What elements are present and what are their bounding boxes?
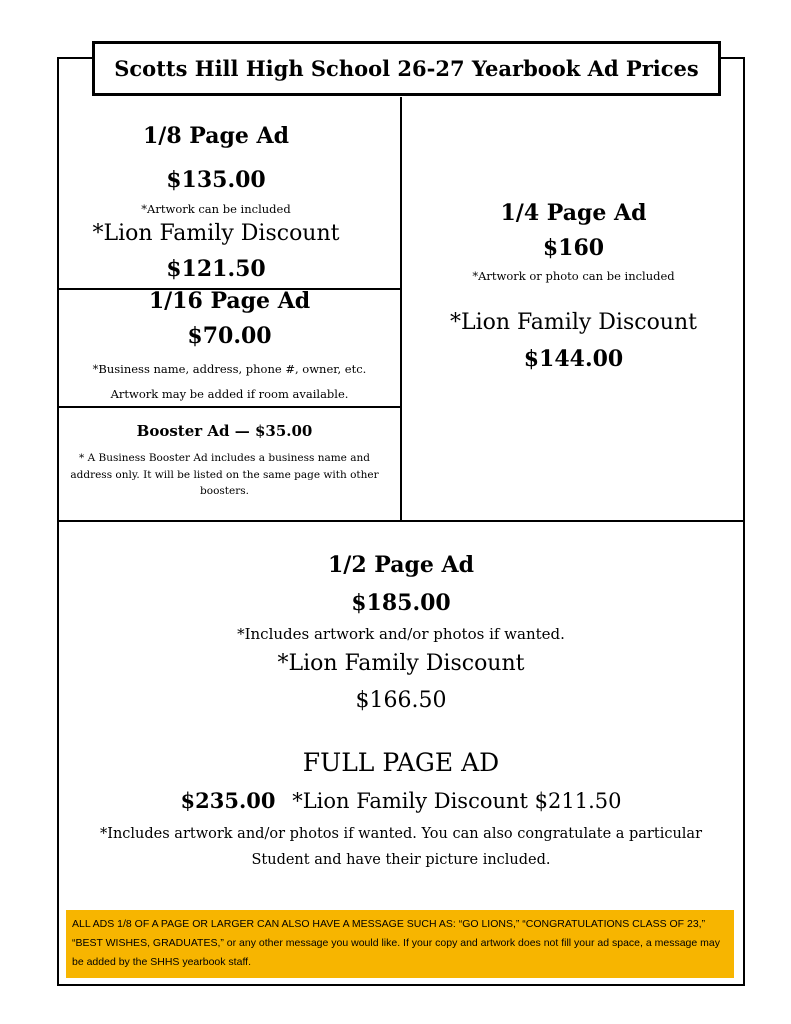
eighth-discount-price: $121.50	[166, 256, 266, 282]
full-price: $235.00	[180, 788, 276, 813]
eighth-page-ad	[57, 115, 375, 287]
row-divider-bottom	[57, 520, 745, 522]
quarter-discount-price: $144.00	[523, 346, 624, 372]
full-page-ad	[57, 748, 745, 878]
page-title: Scotts Hill High School 26-27 Yearbook Ad Prices	[114, 56, 699, 81]
booster-note-1: * A Business Booster Ad includes a business name and	[79, 452, 370, 464]
quarter-discount-label: *Lion Family Discount	[449, 310, 697, 335]
half-price: $185.00	[351, 590, 451, 616]
full-heading: FULL PAGE AD	[302, 748, 500, 777]
full-note-1: *Includes artwork and/or photos if wanted. You can also congratulate a particular	[99, 826, 703, 842]
full-price-row	[57, 788, 745, 813]
half-discount-label: *Lion Family Discount	[277, 651, 525, 676]
full-note-2: Student and have their picture included.	[251, 852, 551, 868]
message-notice: ALL ADS 1/8 OF A PAGE OR LARGER CAN ALSO HAVE A MESSAGE SUCH AS: “GO LIONS,” “CONGRATULATIONS CLASS OF 23,” “BEST WISHES, GRADUATES,” or any other message you would like. If your copy and artwork does not fill your ad space, a message may be added by the SHHS yearbook staff.	[66, 910, 734, 978]
half-heading: 1/2 Page Ad	[327, 552, 474, 578]
eighth-discount-label: *Lion Family Discount	[92, 221, 340, 246]
booster-note-2: address only. It will be listed on the same page with other	[70, 469, 379, 481]
quarter-page-ad	[402, 190, 745, 390]
booster-note-3: boosters.	[200, 485, 249, 497]
sixteenth-note-2: Artwork may be added if room available.	[110, 387, 349, 401]
title-box	[92, 41, 721, 96]
eighth-price: $135.00	[166, 167, 266, 193]
half-discount-price: $166.50	[355, 688, 447, 713]
quarter-note: *Artwork or photo can be included	[472, 269, 675, 283]
sixteenth-page-ad	[57, 288, 402, 406]
eighth-note: *Artwork can be included	[141, 202, 291, 216]
quarter-price: $160	[542, 235, 605, 261]
sixteenth-heading: 1/16 Page Ad	[148, 288, 311, 314]
full-discount: *Lion Family Discount $211.50	[292, 789, 622, 813]
sixteenth-note-1: *Business name, address, phone #, owner, etc.	[92, 362, 367, 376]
quarter-heading: 1/4 Page Ad	[500, 200, 647, 226]
sixteenth-price: $70.00	[187, 323, 272, 349]
eighth-heading: 1/8 Page Ad	[142, 123, 289, 149]
half-note: *Includes artwork and/or photos if wanted.	[237, 625, 565, 643]
booster-ad	[57, 408, 392, 518]
booster-heading: Booster Ad — $35.00	[136, 422, 313, 440]
half-page-ad	[57, 552, 745, 722]
